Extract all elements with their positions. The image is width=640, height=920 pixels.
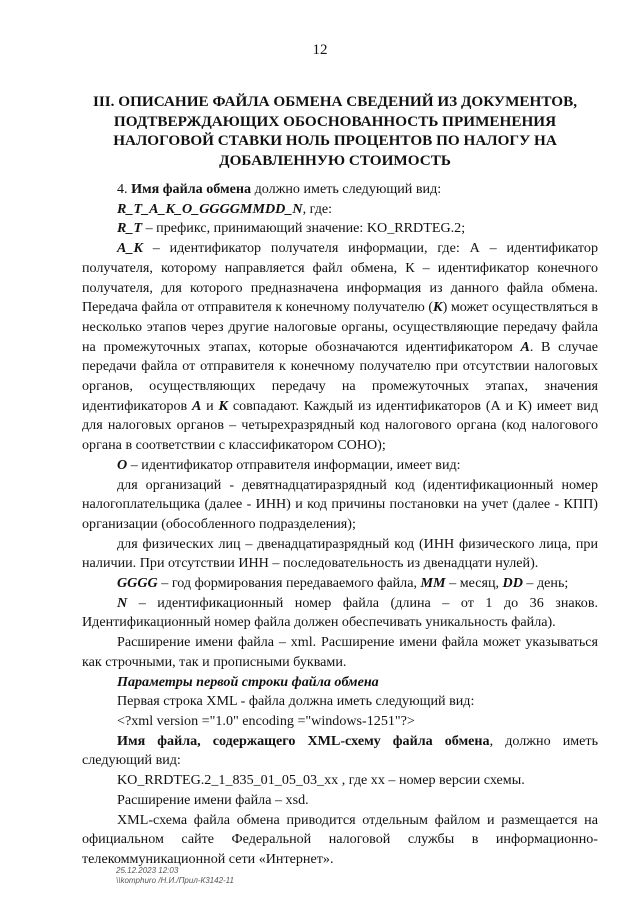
heading-line-3: НАЛОГОВОЙ СТАВКИ НОЛЬ ПРОЦЕНТОВ ПО НАЛОГУ НА <box>113 132 557 149</box>
term-month: ММ <box>420 575 446 592</box>
item-number: 4. <box>117 181 132 197</box>
heading-line-1: III. ОПИСАНИЕ ФАЙЛА ОБМЕНА СВЕДЕНИЙ ИЗ ДОКУМЕНТОВ, <box>92 93 578 110</box>
paragraph-file-number <box>82 594 598 633</box>
xml-declaration: <?xml version ="1.0" encoding ="windows-1251"?> <box>117 712 415 729</box>
schema-file-name: KO_RRDTEG.2_1_835_01_05_03_xx , где хх – номер версии схемы. <box>117 772 525 789</box>
paragraph-sender-id <box>82 456 598 476</box>
paragraph-schema-location: XML-схема файла обмена приводится отдельным файлом и размещается на официальном сайте Федеральной налоговой службы в информационно-телекоммуникационной сети «Интернет». <box>82 811 598 867</box>
text: – месяц, <box>445 575 503 592</box>
text: – идентификатор отправителя информации, имеет вид: <box>127 456 461 473</box>
term-k: К <box>218 397 229 414</box>
section-heading <box>90 92 580 170</box>
text: ) может осуществляться в несколько этапов через другие налоговые органы, осуществляющие передачу файла на промежуточных этапах, которые обозначаются идентификатором <box>82 299 598 355</box>
paragraph-file-name-pattern <box>82 200 598 220</box>
text: и <box>201 397 219 414</box>
term-sender: О <box>117 456 128 473</box>
text: , где: <box>302 200 333 217</box>
text: – год формирования передаваемого файла, <box>157 575 421 592</box>
paragraph-recipient-id <box>82 239 598 456</box>
paragraph-first-line: Первая строка XML - файла должна иметь следующий вид: <box>117 693 475 710</box>
heading-line-4: ДОБАВЛЕННУЮ СТОИМОСТЬ <box>219 151 451 169</box>
term-prefix: R_T <box>117 220 143 237</box>
page-number: 12 <box>312 42 328 58</box>
paragraph-file-name-intro <box>82 180 598 200</box>
heading-line-2: ПОДТВЕРЖДАЮЩИХ ОБОСНОВАННОСТЬ ПРИМЕНЕНИЯ <box>113 112 557 130</box>
subheading-first-line: Параметры первой строки файла обмена <box>117 673 379 690</box>
text: должно иметь следующий вид: <box>251 181 442 197</box>
text: – идентификатор получателя информации, где: А – идентификатор получателя, которому направляется файл обмена, К – идентификатор конечного получателя, для которого предназначена информация из данного файла обмена. Передача файла от отправителя к конечному получателю ( <box>82 240 598 316</box>
document-body <box>82 180 598 870</box>
paragraph-individuals: для физических лиц – двенадцатиразрядный код (ИНН физического лица, при наличии. При отсутствии ИНН – последовательность из двенадцати нулей). <box>82 535 598 572</box>
text: – префикс, принимающий значение: KO_RRDTEG.2; <box>142 220 466 237</box>
paragraph-date <box>82 574 598 594</box>
text: – идентификационный номер файла (длина – от 1 до 36 знаков. Идентификационный номер файла должен обеспечивать уникальность файла). <box>82 594 598 631</box>
paragraph-schema-name <box>82 732 598 771</box>
term-a: А <box>520 338 530 355</box>
term-k: К <box>433 299 443 316</box>
file-name-pattern: R_T_A_K_O_GGGGMMDD_N <box>117 200 303 217</box>
paragraph-organizations: для организаций - девятнадцатиразрядный код (идентификационный номер налогоплательщика (далее - ИНН) и код причины постановки на учет (далее - КПП) организации (обособленного подразделения); <box>82 476 598 532</box>
term-year: GGGG <box>117 575 158 592</box>
text: совпадают. Каждый из идентификаторов (А и К) имеет вид для налоговых органов – четырехразрядный код налогового органа (код налогового органа в соответствии с классификатором СОНО); <box>82 397 598 454</box>
text: – день; <box>522 575 569 592</box>
term-a: А <box>191 397 202 414</box>
footer-timestamp: 25.12.2023 12:03 <box>116 866 179 875</box>
paragraph-schema-extension: Расширение имени файла – xsd. <box>117 791 309 808</box>
term-file-name: Имя файла обмена <box>131 181 252 197</box>
footer-path: \\komphuro /Н.И./Прил-К3142-11 <box>116 876 234 885</box>
footer-stamp <box>116 866 234 886</box>
term-day: DD <box>502 575 523 592</box>
text: . В случае передачи файла от отправителя к конечному получателю при отсутствии налоговых органов, осуществляющих передачу на промежуточных этапах, значения идентификаторов <box>82 338 599 414</box>
paragraph-extension: Расширение имени файла – xml. Расширение имени файла может указываться как строчными, так и прописными буквами. <box>82 634 598 670</box>
term-n: N <box>117 594 128 611</box>
text: , должно иметь следующий вид: <box>82 732 598 769</box>
paragraph-prefix <box>82 219 598 239</box>
term-recipient: A_K <box>117 240 143 257</box>
term-schema-file-name: Имя файла, содержащего XML-схему файла обмена <box>117 732 490 749</box>
